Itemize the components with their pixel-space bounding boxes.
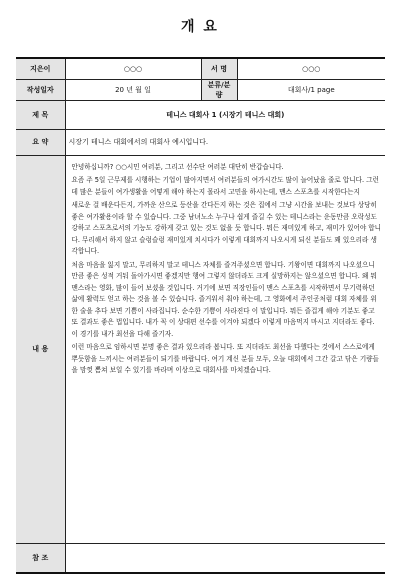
summary-value: 시장기 테니스 대회에서의 대회사 예시입니다. bbox=[65, 129, 385, 155]
content-paragraph: 새로운 걸 배운다든지, 가까운 산으로 등산을 간다든지 하는 것은 집에서 그냥 시간을 보내는 것보다 상당히 좋은 여가활용이라 할 수 있습니다. 그중 남녀노소 누구나 쉽게 즐길 수 있는 테니스라는 운동만큼 오락성도 강하고 스포츠로서의 기능도 강하게 갖고 있는 것도 없을 듯 합니다. 뭐든 재미있게 하고, 재미가 있어야 합니다. 무리해서 하지 않고 슬렁슬렁 재미있게 치시다가 이렇게 대회까지 나오시게 되신 분들도 꽤 있으리라 생각합니다. bbox=[71, 201, 382, 255]
reference-row bbox=[16, 543, 385, 573]
content-paragraph: 처음 마음을 잃지 말고, 무리하지 말고 테니스 자체를 즐겨주셨으면 합니다. 기왕이면 대회까지 나오셨으니 만큼 좋은 성적 거둬 돌아가시면 좋겠지만 행여 그렇지 않더라도 크게 실망하지는 않으셨으면 합니다. 왜 뭐 맨스라는 영화, 많이 들어 보셨을 것입니다. 거기에 보면 직장인들이 맨스 스포츠를 시작하면서 무기력하던 삶에 활력도 얻고 하는 것을 볼 수 있습니다. 즐거워서 춰야 하는데, 그 영화에서 주인공처럼 대회 자체를 위한 술을 추다 보면 기쁨이 사라집니다. 순수한 기쁨이 사라진다 이 말입니다. 뭐든 즐겁게 해야 기분도 좋고 또 결과도 좋은 법입니다. 내가 꼭 이 상대편 선수를 이겨야 되겠다 이렇게 마음먹지 마시고 지더라도 좋다. 이 경기를 내가 최선을 다해 즐기자. bbox=[71, 260, 377, 338]
author-label: 지은이 bbox=[16, 58, 65, 79]
reference-value bbox=[65, 543, 385, 573]
content-label: 내 용 bbox=[16, 155, 65, 543]
date-label: 작성일자 bbox=[16, 79, 65, 100]
summary-form bbox=[16, 57, 385, 574]
content-row bbox=[16, 155, 385, 543]
document-title: 개 요 bbox=[181, 19, 219, 35]
content-paragraph: 안녕하십니까? ○○시민 여러분, 그리고 선수단 여러분 대단히 반갑습니다. bbox=[71, 162, 284, 171]
content-paragraph: 요즘 주 5일 근무제를 시행하는 기업이 많아지면서 여러분들의 여가시간도 많이 늘어났을 줄로 압니다. 그런데 많은 분들이 여가생활을 어떻게 해야 하는지 몰라서 고민을 하시는데, 맨스 스포츠를 시작한다는지 bbox=[71, 176, 379, 196]
author-value: ○○○ bbox=[65, 58, 201, 79]
summary-label: 요 약 bbox=[16, 129, 65, 155]
category-label: 분류/분량 bbox=[201, 79, 237, 100]
content-text bbox=[72, 162, 382, 377]
category-value: 대회사/1 page bbox=[237, 79, 385, 100]
subject-value: 테니스 대회사 1 (시장기 테니스 대회) bbox=[65, 100, 385, 129]
subject-row bbox=[16, 100, 385, 129]
date-value: 20 년 월 일 bbox=[65, 79, 201, 100]
author-row bbox=[16, 58, 385, 79]
source-value: ○○○ bbox=[237, 58, 385, 79]
subject-label: 제 목 bbox=[16, 100, 65, 129]
content-body bbox=[65, 155, 385, 543]
source-label: 서 명 bbox=[201, 58, 237, 79]
reference-label: 참 조 bbox=[16, 543, 65, 573]
content-paragraph: 이런 마음으로 임하시면 분명 좋은 결과 있으리라 봅니다. 또 지더라도 최선을 다했다는 것에서 스스로에게 뿌듯함을 느끼시는 여러분들이 되기를 바랍니다. 여기 계신 분들 모두, 오늘 대회에서 그간 갈고 닦은 기량들을 맘껏 뽐쳐 보일 수 있기를 바라며 이상으로 대회사를 마치겠습니다. bbox=[71, 343, 379, 374]
summary-row bbox=[16, 129, 385, 155]
date-row bbox=[16, 79, 385, 100]
